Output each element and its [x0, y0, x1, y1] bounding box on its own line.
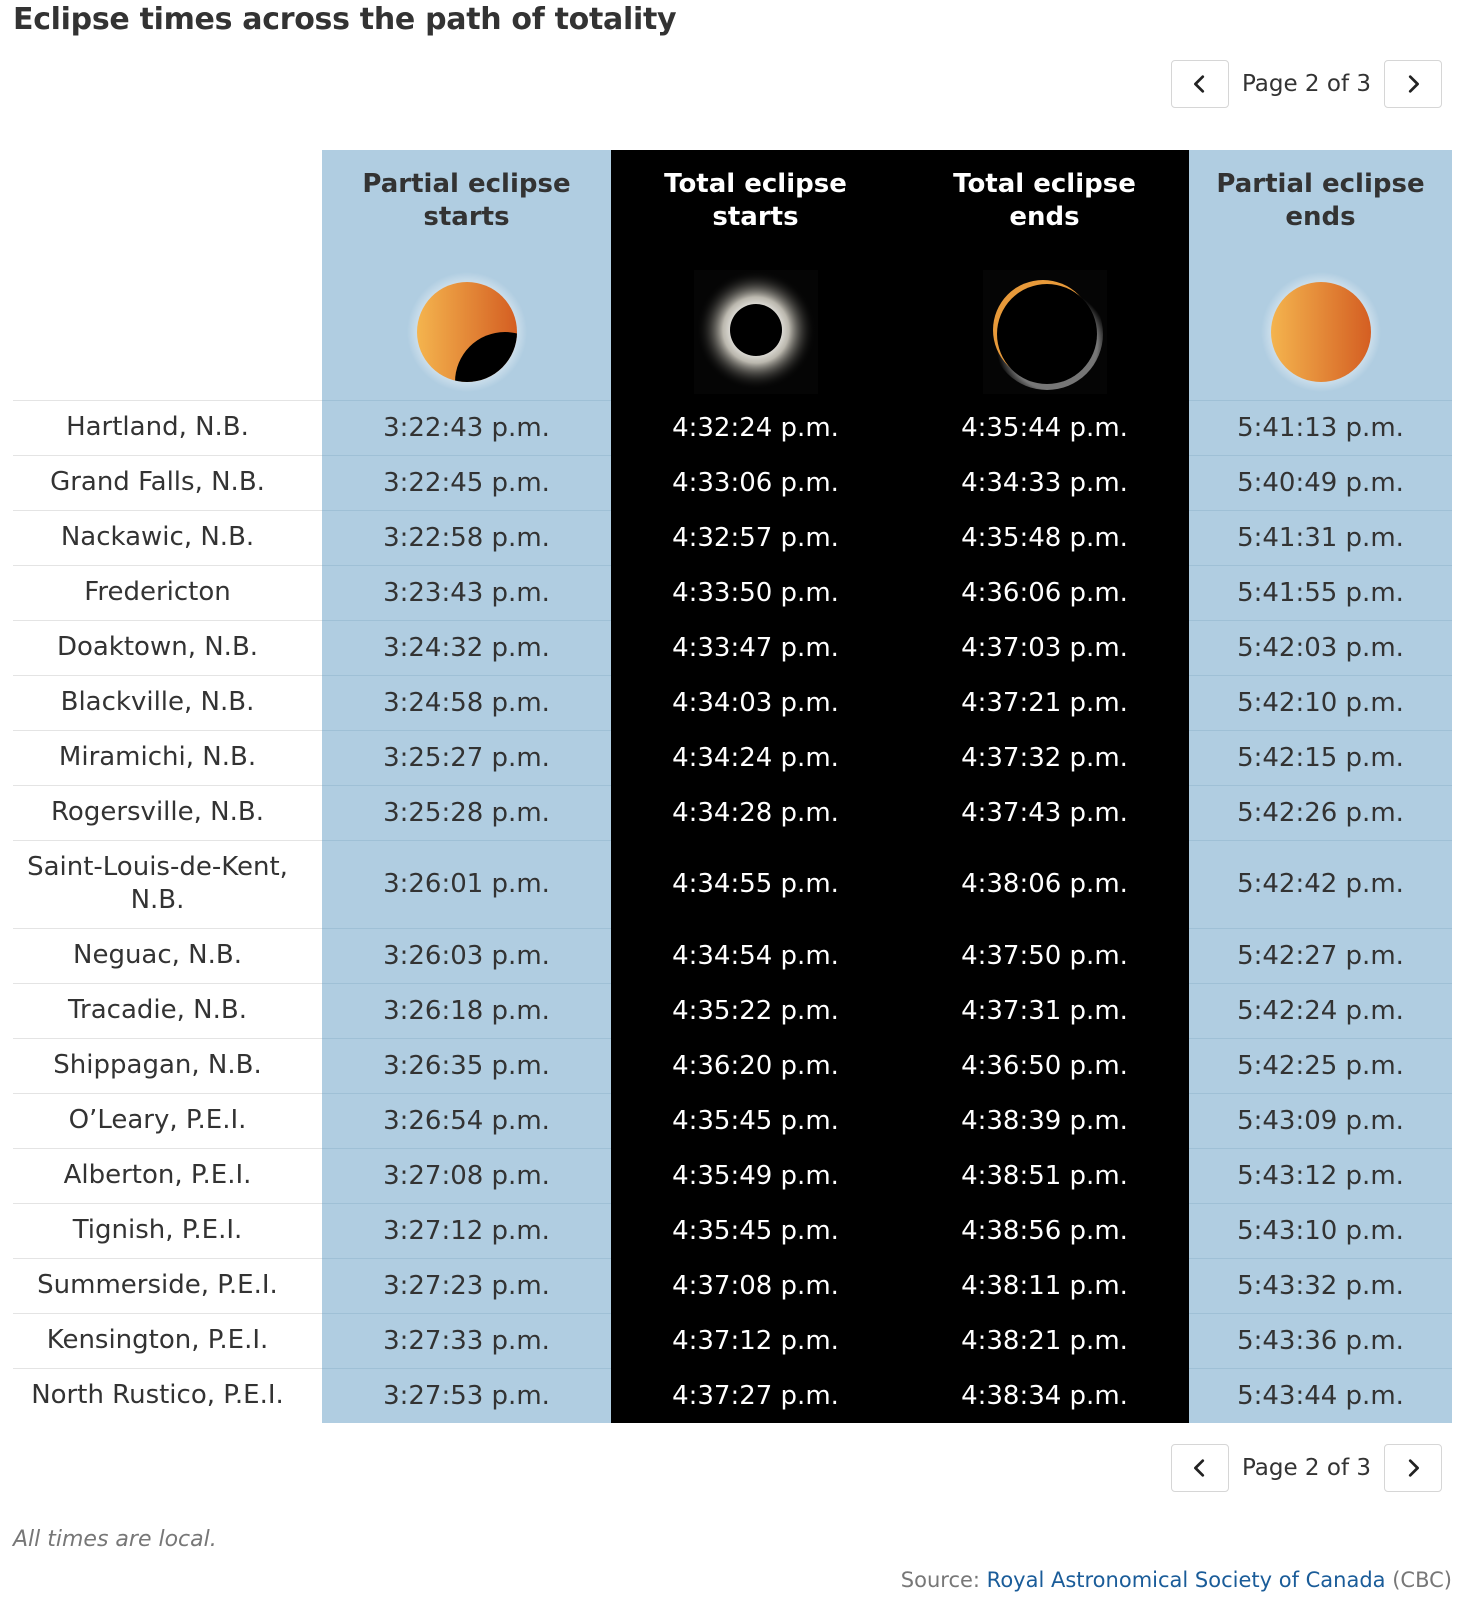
pager-bottom — [1171, 1444, 1442, 1492]
table-row — [13, 400, 1452, 455]
partial-start-cell: 3:24:32 p.m. — [322, 620, 611, 675]
source-suffix: (CBC) — [1385, 1568, 1452, 1592]
total-end-cell: 4:35:44 p.m. — [900, 400, 1189, 455]
table-row — [13, 1258, 1452, 1313]
total-start-cell: 4:32:57 p.m. — [611, 510, 900, 565]
page-indicator: Page 2 of 3 — [1241, 1455, 1371, 1481]
total-end-cell: 4:38:51 p.m. — [900, 1148, 1189, 1203]
prev-page-button[interactable] — [1171, 1444, 1229, 1492]
table-row — [13, 1368, 1452, 1423]
table-header-row — [13, 150, 1452, 400]
total-end-cell: 4:35:48 p.m. — [900, 510, 1189, 565]
partial-end-cell: 5:41:31 p.m. — [1189, 510, 1452, 565]
partial-end-cell: 5:42:25 p.m. — [1189, 1038, 1452, 1093]
partial-start-cell: 3:24:58 p.m. — [322, 675, 611, 730]
total-end-cell: 4:38:21 p.m. — [900, 1313, 1189, 1368]
location-cell: Grand Falls, N.B. — [13, 455, 322, 510]
partial-end-cell: 5:43:10 p.m. — [1189, 1203, 1452, 1258]
partial-start-cell: 3:23:43 p.m. — [322, 565, 611, 620]
partial-start-cell: 3:25:27 p.m. — [322, 730, 611, 785]
partial-end-cell: 5:42:42 p.m. — [1189, 840, 1452, 928]
total-eclipse-start-icon — [694, 270, 818, 394]
partial-start-cell: 3:26:01 p.m. — [322, 840, 611, 928]
total-start-cell: 4:34:28 p.m. — [611, 785, 900, 840]
chevron-left-icon — [1189, 73, 1211, 95]
partial-end-cell: 5:40:49 p.m. — [1189, 455, 1452, 510]
table-row — [13, 840, 1452, 928]
total-start-cell: 4:34:24 p.m. — [611, 730, 900, 785]
partial-start-cell: 3:27:53 p.m. — [322, 1368, 611, 1423]
table-row — [13, 983, 1452, 1038]
partial-start-cell: 3:27:08 p.m. — [322, 1148, 611, 1203]
partial-end-cell: 5:42:10 p.m. — [1189, 675, 1452, 730]
location-cell: Doaktown, N.B. — [13, 620, 322, 675]
table-row — [13, 675, 1452, 730]
partial-start-cell: 3:25:28 p.m. — [322, 785, 611, 840]
total-end-cell: 4:34:33 p.m. — [900, 455, 1189, 510]
total-start-cell: 4:37:08 p.m. — [611, 1258, 900, 1313]
location-cell: Neguac, N.B. — [13, 928, 322, 983]
total-start-cell: 4:33:06 p.m. — [611, 455, 900, 510]
total-end-cell: 4:37:21 p.m. — [900, 675, 1189, 730]
source-prefix: Source: — [900, 1568, 987, 1592]
table-row — [13, 1313, 1452, 1368]
location-cell: Kensington, P.E.I. — [13, 1313, 322, 1368]
partial-start-cell: 3:26:54 p.m. — [322, 1093, 611, 1148]
total-end-cell: 4:38:34 p.m. — [900, 1368, 1189, 1423]
total-end-cell: 4:37:32 p.m. — [900, 730, 1189, 785]
partial-end-cell: 5:43:32 p.m. — [1189, 1258, 1452, 1313]
pager-top — [1171, 60, 1442, 108]
partial-start-cell: 3:22:58 p.m. — [322, 510, 611, 565]
location-cell: Rogersville, N.B. — [13, 785, 322, 840]
chevron-left-icon — [1189, 1457, 1211, 1479]
partial-end-cell: 5:43:44 p.m. — [1189, 1368, 1452, 1423]
table-row — [13, 620, 1452, 675]
table-row — [13, 1038, 1452, 1093]
header-location — [13, 150, 322, 400]
table-body — [13, 400, 1452, 1423]
location-cell: Alberton, P.E.I. — [13, 1148, 322, 1203]
total-start-cell: 4:34:03 p.m. — [611, 675, 900, 730]
total-start-cell: 4:34:54 p.m. — [611, 928, 900, 983]
total-start-cell: 4:34:55 p.m. — [611, 840, 900, 928]
table-row — [13, 1093, 1452, 1148]
next-page-button[interactable] — [1384, 60, 1442, 108]
chevron-right-icon — [1402, 73, 1424, 95]
table-row — [13, 730, 1452, 785]
location-cell: Summerside, P.E.I. — [13, 1258, 322, 1313]
header-partial-start: Partial eclipse starts — [322, 150, 611, 400]
location-cell: Fredericton — [13, 565, 322, 620]
total-end-cell: 4:38:39 p.m. — [900, 1093, 1189, 1148]
total-end-cell: 4:37:31 p.m. — [900, 983, 1189, 1038]
partial-start-cell: 3:22:43 p.m. — [322, 400, 611, 455]
partial-eclipse-end-icon — [1259, 270, 1383, 394]
partial-end-cell: 5:43:36 p.m. — [1189, 1313, 1452, 1368]
total-end-cell: 4:38:06 p.m. — [900, 840, 1189, 928]
header-partial-end: Partial eclipse ends — [1189, 150, 1452, 400]
total-start-cell: 4:35:49 p.m. — [611, 1148, 900, 1203]
partial-start-cell: 3:27:33 p.m. — [322, 1313, 611, 1368]
table-row — [13, 455, 1452, 510]
partial-end-cell: 5:42:26 p.m. — [1189, 785, 1452, 840]
total-start-cell: 4:35:45 p.m. — [611, 1203, 900, 1258]
total-eclipse-end-icon — [983, 270, 1107, 394]
partial-start-cell: 3:27:23 p.m. — [322, 1258, 611, 1313]
source-link[interactable]: Royal Astronomical Society of Canada — [986, 1568, 1386, 1592]
total-start-cell: 4:36:20 p.m. — [611, 1038, 900, 1093]
location-cell: Tracadie, N.B. — [13, 983, 322, 1038]
total-start-cell: 4:32:24 p.m. — [611, 400, 900, 455]
partial-end-cell: 5:41:13 p.m. — [1189, 400, 1452, 455]
partial-end-cell: 5:42:24 p.m. — [1189, 983, 1452, 1038]
partial-end-cell: 5:42:03 p.m. — [1189, 620, 1452, 675]
eclipse-times-table — [13, 150, 1452, 1423]
chevron-right-icon — [1402, 1457, 1424, 1479]
table-row — [13, 510, 1452, 565]
total-end-cell: 4:36:06 p.m. — [900, 565, 1189, 620]
prev-page-button[interactable] — [1171, 60, 1229, 108]
total-end-cell: 4:37:43 p.m. — [900, 785, 1189, 840]
total-end-cell: 4:38:56 p.m. — [900, 1203, 1189, 1258]
total-end-cell: 4:36:50 p.m. — [900, 1038, 1189, 1093]
total-end-cell: 4:37:50 p.m. — [900, 928, 1189, 983]
partial-end-cell: 5:41:55 p.m. — [1189, 565, 1452, 620]
total-end-cell: 4:38:11 p.m. — [900, 1258, 1189, 1313]
total-start-cell: 4:33:47 p.m. — [611, 620, 900, 675]
location-cell: Saint-Louis-de-Kent, N.B. — [13, 840, 322, 928]
location-cell: Blackville, N.B. — [13, 675, 322, 730]
total-start-cell: 4:37:12 p.m. — [611, 1313, 900, 1368]
table-row — [13, 1203, 1452, 1258]
total-start-cell: 4:35:45 p.m. — [611, 1093, 900, 1148]
location-cell: Miramichi, N.B. — [13, 730, 322, 785]
table-row — [13, 565, 1452, 620]
partial-start-cell: 3:26:03 p.m. — [322, 928, 611, 983]
total-start-cell: 4:35:22 p.m. — [611, 983, 900, 1038]
partial-start-cell: 3:22:45 p.m. — [322, 455, 611, 510]
page-indicator: Page 2 of 3 — [1241, 71, 1371, 97]
partial-end-cell: 5:42:27 p.m. — [1189, 928, 1452, 983]
total-end-cell: 4:37:03 p.m. — [900, 620, 1189, 675]
table-title: Eclipse times across the path of totality — [13, 2, 677, 37]
location-cell: Shippagan, N.B. — [13, 1038, 322, 1093]
partial-start-cell: 3:26:18 p.m. — [322, 983, 611, 1038]
partial-end-cell: 5:42:15 p.m. — [1189, 730, 1452, 785]
location-cell: Hartland, N.B. — [13, 400, 322, 455]
header-total-start: Total eclipse starts — [611, 150, 900, 400]
location-cell: North Rustico, P.E.I. — [13, 1368, 322, 1423]
total-start-cell: 4:37:27 p.m. — [611, 1368, 900, 1423]
table-row — [13, 785, 1452, 840]
location-cell: Nackawic, N.B. — [13, 510, 322, 565]
table-row — [13, 928, 1452, 983]
table-row — [13, 1148, 1452, 1203]
partial-start-cell: 3:27:12 p.m. — [322, 1203, 611, 1258]
partial-end-cell: 5:43:12 p.m. — [1189, 1148, 1452, 1203]
header-total-end: Total eclipse ends — [900, 150, 1189, 400]
next-page-button[interactable] — [1384, 1444, 1442, 1492]
location-cell: Tignish, P.E.I. — [13, 1203, 322, 1258]
location-cell: O’Leary, P.E.I. — [13, 1093, 322, 1148]
source-credit — [901, 1568, 1452, 1592]
partial-end-cell: 5:43:09 p.m. — [1189, 1093, 1452, 1148]
total-start-cell: 4:33:50 p.m. — [611, 565, 900, 620]
partial-start-cell: 3:26:35 p.m. — [322, 1038, 611, 1093]
footnote: All times are local. — [13, 1527, 217, 1552]
partial-eclipse-start-icon — [405, 270, 529, 394]
